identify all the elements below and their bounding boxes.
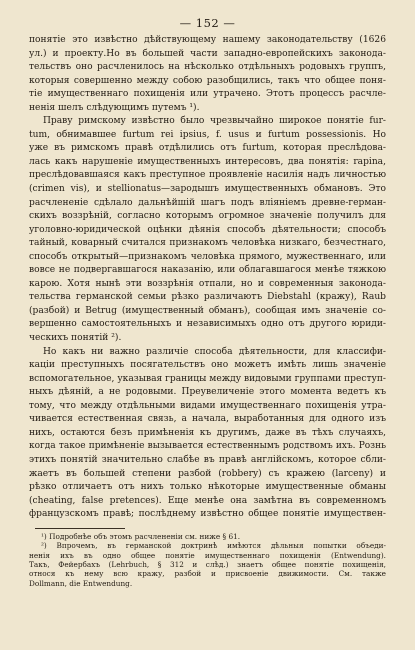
footnote-line: Dollmann, die Entwendung. xyxy=(29,578,133,588)
text-line: тому, что между отдѣльными видами имущественнаго похищенія утра- xyxy=(29,400,386,411)
text-line: вершенно самостоятельныхъ и независимыхъ одно отъ другого юриди- xyxy=(29,319,386,330)
text-line: ныхъ дѣяній, а не родовыми. Преувеличеніе этого момента ведетъ къ xyxy=(29,387,386,398)
text-line: этихъ понятій значительно слабѣе въ правѣ англійскомъ, которое сбли- xyxy=(29,454,386,465)
text-line: французскомъ правѣ; послѣднему извѣстно общее понятіе имуществен- xyxy=(29,509,386,520)
text-line: скихъ воззрѣній, согласно которымъ огромное значеніе получилъ для xyxy=(29,211,386,222)
text-line: вовсе не подвергавшагося наказанію, или облагавшагося менѣе тяжкою xyxy=(29,265,386,276)
footnote-line: Такъ, Фейербахъ (Lehrbuch, § 312 и слѣд.) знаетъ общее понятіе похищенія, xyxy=(29,559,386,569)
page-number: — 152 — xyxy=(179,16,236,30)
footnote-line: ¹) Подробнѣе объ этомъ расчлененіи см. ниже § 61. xyxy=(41,531,241,541)
text-line: понятіе это извѣстно дѣйствующему нашему законодательству (1626 xyxy=(29,35,386,45)
text-line: тельствъ оно расчленилось на нѣсколько отдѣльныхъ родовыхъ группъ, xyxy=(29,62,386,73)
text-line: ческихъ понятій ²). xyxy=(29,333,122,344)
footnotes xyxy=(29,532,386,588)
text-line: тіе имущественнаго похищенія или утрачено. Этотъ процессъ расчле- xyxy=(29,89,386,100)
text-line: карою. Хотя нынѣ эти воззрѣнія отпали, но и современныя законода- xyxy=(29,278,386,289)
text-line: (crimen vis), и stellionatus—зародышъ имущественныхъ обмановъ. Это xyxy=(29,184,386,195)
footnote-divider xyxy=(35,528,125,529)
text-line: ненія шелъ слѣдующимъ путемъ ¹). xyxy=(29,102,200,113)
footnote-line: ненія ихъ въ одно общее понятіе имущественнаго похищенія (Entwendung). xyxy=(29,550,386,560)
text-line: расчлененіе сдѣлало дальнѣйшій шагъ подъ вліяніемъ древне-герман- xyxy=(29,197,386,208)
text-line: рѣзко отличаетъ отъ нихъ только нѣкоторые имущественные обманы xyxy=(29,482,386,493)
text-line: которыя совершенно между собою разобщились, такъ что общее поня- xyxy=(29,75,386,86)
text-line: чивается естественная связь, а начала, выработанныя для одного изъ xyxy=(29,414,386,425)
footnote-line: относя къ нему всю кражу, разбой и присвоеніе движимости. См. также xyxy=(29,569,386,579)
footnote-line: ²) Впрочемъ, въ германской доктринѣ имѣются дѣльныя попытки объеди- xyxy=(41,541,386,551)
text-line: Праву римскому извѣстно было чрезвычайно широкое понятіе fur- xyxy=(43,116,386,127)
text-line: преслѣдовавшаяся какъ преступное проявленіе насилія надъ личностью xyxy=(29,170,386,181)
main-text xyxy=(29,34,386,522)
text-line: уже въ римскомъ правѣ отдѣлились отъ furtum, которая преслѣдова- xyxy=(29,143,386,154)
text-line: tum, обнимавшее furtum rei ipsius, f. usus и furtum possessionis. Но xyxy=(29,129,386,140)
text-line: жаетъ въ большей степени разбой (robbery) съ кражею (larceny) и xyxy=(29,468,386,479)
text-line: нихъ, остаются безъ примѣненія къ другимъ, даже въ тѣхъ случаяхъ, xyxy=(29,427,386,438)
text-line: каціи преступныхъ посягательствъ оно можетъ имѣть лишь значеніе xyxy=(29,360,386,371)
text-line: тельства германской семьи рѣзко различаютъ Diebstahl (кражу), Raub xyxy=(29,292,386,303)
text-line: Но какъ ни важно различіе способа дѣятельности, для классифи- xyxy=(43,346,386,357)
text-line: когда такое примѣненіе вызывается естественнымъ родствомъ ихъ. Рознь xyxy=(29,441,386,452)
text-line: лась какъ нарушеніе имущественныхъ интересовъ, два понятія: rapina, xyxy=(29,156,386,167)
text-line: уголовно-юридической оцѣнки дѣянія способъ дѣятельности; способъ xyxy=(29,224,386,235)
text-line: способъ открытый—признакомъ человѣка прямого, мужественнаго, или xyxy=(29,251,386,262)
text-line: вспомогательное, указывая границы между видовыми группами преступ- xyxy=(29,373,386,384)
text-line: ул.) и проекту.Но въ большей части западно-европейскихъ законода- xyxy=(29,48,386,59)
text-line: (разбой) и Betrug (имущественный обманъ), сообщая имъ значеніе со- xyxy=(29,305,386,316)
text-line: тайный, коварный считался признакомъ человѣка низкаго, безчестнаго, xyxy=(29,238,386,249)
text-line: (cheating, false pretences). Еще менѣе она замѣтна въ современномъ xyxy=(29,495,386,506)
